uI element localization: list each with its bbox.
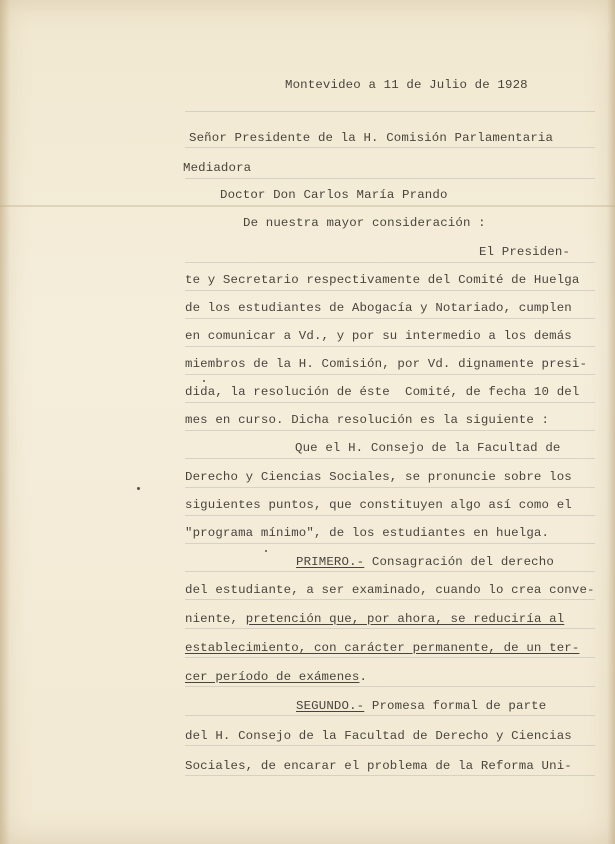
addressee-line-1: Señor Presidente de la H. Comisión Parlamentaria	[189, 131, 554, 145]
salutation: De nuestra mayor consideración :	[243, 216, 486, 230]
ruled-line	[185, 487, 595, 488]
body-line-7: mes en curso. Dicha resolución es la siguiente :	[185, 413, 550, 427]
body-line-15	[185, 641, 579, 655]
ruled-line	[185, 318, 595, 319]
body-line-16	[185, 670, 367, 684]
body-line-3: de los estudiantes de Abogacía y Notariado, cumplen	[185, 301, 572, 315]
primero-text: Consagración del derecho	[364, 555, 554, 569]
ruled-line	[185, 515, 595, 516]
ruled-line	[185, 775, 595, 776]
letter-date: Montevideo a 11 de Julio de 1928	[285, 78, 528, 92]
ruled-line	[185, 715, 595, 716]
primero-line	[296, 555, 554, 569]
ruled-line	[185, 745, 595, 746]
segundo-text: Promesa formal de parte	[364, 699, 547, 713]
body-line-5: miembros de la H. Comisión, por Vd. dignamente presi-	[185, 357, 588, 371]
addressee-name: Doctor Don Carlos María Prando	[220, 188, 448, 202]
ruled-line	[185, 374, 595, 375]
ruled-line	[185, 628, 595, 629]
ruled-line	[185, 458, 595, 459]
body-line-8: Que el H. Consejo de la Facultad de	[295, 441, 561, 455]
body-line-14-underlined: pretención que, por ahora, se reduciría al	[245, 612, 565, 626]
ruled-line	[185, 402, 595, 403]
segundo-label: SEGUNDO.-	[296, 699, 365, 713]
paper-fold	[0, 205, 615, 207]
paper-edge-left	[0, 0, 10, 844]
addressee-line-2: Mediadora	[183, 161, 252, 175]
body-line-19: Sociales, de encarar el problema de la Reforma Uni-	[185, 759, 572, 773]
body-line-16-underlined: cer período de exámenes	[185, 670, 360, 684]
ruled-line	[185, 543, 595, 544]
ink-dot	[137, 487, 140, 490]
body-line-1: El Presiden-	[479, 245, 571, 259]
ruled-line	[185, 290, 595, 291]
segundo-line	[296, 699, 546, 713]
ink-dot	[203, 380, 205, 382]
ruled-line	[185, 346, 595, 347]
ruled-line	[185, 262, 595, 263]
body-line-14-start: niente,	[185, 612, 246, 626]
primero-label: PRIMERO.-	[296, 555, 365, 569]
body-line-14	[185, 612, 564, 626]
body-line-4: en comunicar a Vd., y por su intermedio a los demás	[185, 329, 572, 343]
body-line-6: dida, la resolución de éste Comité, de fecha 10 del	[185, 385, 580, 399]
ruled-line	[185, 111, 595, 112]
ruled-line	[185, 147, 595, 148]
ruled-line	[185, 686, 595, 687]
body-line-9: Derecho y Ciencias Sociales, se pronuncie sobre los	[185, 470, 572, 484]
body-line-10: siguientes puntos, que constituyen algo así como el	[185, 498, 572, 512]
paper-edge-right	[607, 0, 615, 844]
body-line-16-end: .	[359, 670, 368, 684]
body-line-13: del estudiante, a ser examinado, cuando lo crea conve-	[185, 583, 595, 597]
ruled-line	[185, 430, 595, 431]
body-line-2: te y Secretario respectivamente del Comité de Huelga	[185, 273, 580, 287]
ruled-line	[185, 571, 595, 572]
ruled-line	[185, 178, 595, 179]
body-line-11: "programa mínimo", de los estudiantes en huelga.	[185, 526, 550, 540]
ink-dot	[265, 550, 267, 552]
body-line-15-underlined: establecimiento, con carácter permanente, de un ter-	[185, 641, 580, 655]
body-line-18: del H. Consejo de la Facultad de Derecho y Ciencias	[185, 729, 572, 743]
ruled-line	[185, 599, 595, 600]
ruled-line	[185, 657, 595, 658]
